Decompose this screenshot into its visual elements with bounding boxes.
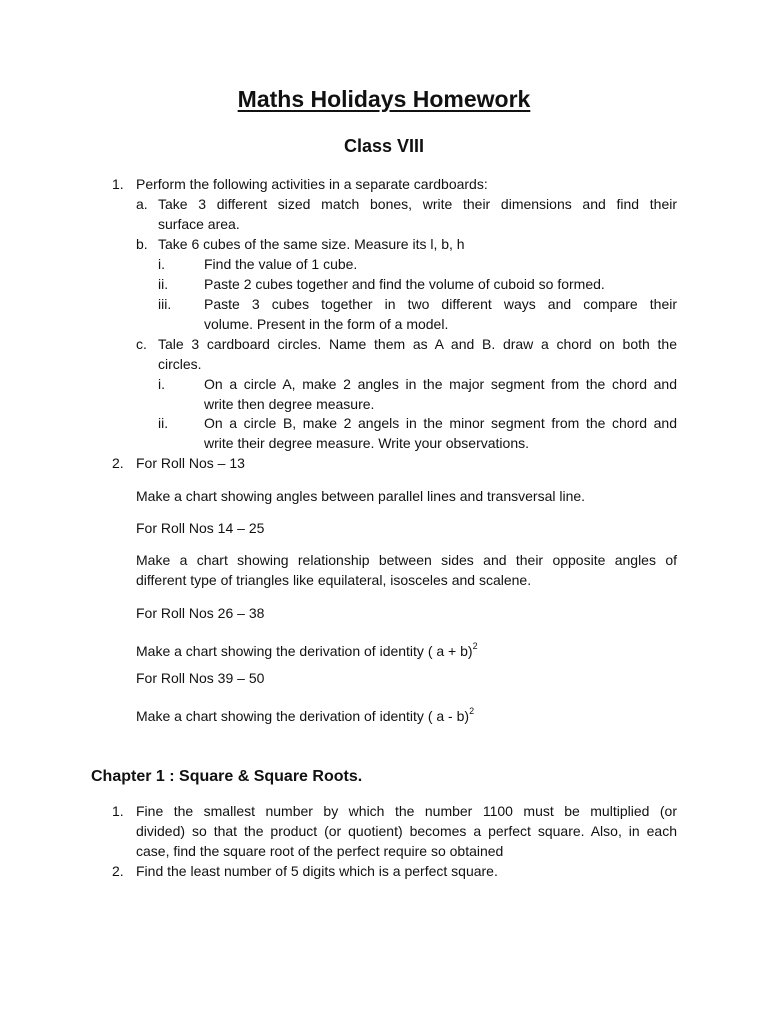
q2-task-2-line1: Make a chart showing relationship between sides and their opposite angles of (136, 552, 677, 568)
q1c-i-line2: write then degree measure. (204, 396, 375, 412)
ch1-q1-line1: Fine the smallest number by which the number 1100 must be multiplied (or (136, 803, 677, 819)
ch1-q1-marker: 1. (112, 803, 124, 819)
q1c-marker: c. (136, 336, 147, 352)
q2-task-4 (136, 701, 677, 726)
q1c-ii-marker: ii. (158, 415, 169, 431)
ch1-q1-line3: case, find the square root of the perfect require so obtained (136, 843, 504, 859)
q2-task-3-exponent: 2 (472, 641, 478, 651)
q1c-i-line1: On a circle A, make 2 angles in the major segment from the chord and (204, 376, 677, 392)
q1a-line2: surface area. (158, 216, 240, 232)
q1b-ii-marker: ii. (158, 276, 169, 292)
q1-marker: 1. (112, 176, 124, 192)
q1b-text: Take 6 cubes of the same size. Measure its l, b, h (158, 236, 465, 252)
ch1-q1-line2: divided) so that the product (or quotient) becomes a perfect square. Also, in each (136, 823, 677, 839)
q1b-iii-line2: volume. Present in the form of a model. (204, 316, 449, 332)
q2-roll-1: For Roll Nos – 13 (136, 455, 245, 471)
ch1-q2-marker: 2. (112, 863, 124, 879)
q1b-ii-text: Paste 2 cubes together and find the volume of cuboid so formed. (204, 276, 605, 292)
q2-marker: 2. (112, 455, 124, 471)
q2-roll-3: For Roll Nos 26 – 38 (136, 605, 265, 621)
q2-roll-2: For Roll Nos 14 – 25 (136, 520, 265, 536)
q1b-iii-line1: Paste 3 cubes together in two different ways and compare their (204, 296, 677, 312)
q1b-i-marker: i. (158, 256, 165, 272)
q2-task-1: Make a chart showing angles between parallel lines and transversal line. (136, 488, 586, 504)
q1b-marker: b. (136, 236, 148, 252)
chapter-1-heading: Chapter 1 : Square & Square Roots. (91, 768, 363, 785)
q2-task-3-text: Make a chart showing the derivation of identity ( a + b) (136, 643, 473, 659)
ch1-q2-text: Find the least number of 5 digits which is a perfect square. (136, 863, 498, 879)
q1a-marker: a. (136, 196, 148, 212)
q2-task-4-exponent: 2 (469, 706, 475, 716)
q1c-line1: Tale 3 cardboard circles. Name them as A and B. draw a chord on both the (158, 336, 677, 352)
q1c-ii-line1: On a circle B, make 2 angels in the minor segment from the chord and (204, 415, 677, 431)
q1b-iii-marker: iii. (158, 296, 172, 312)
q1a-line1: Take 3 different sized match bones, write their dimensions and find their (158, 196, 677, 212)
page-subtitle: Class VIII (343, 136, 425, 156)
q1c-i-marker: i. (158, 376, 165, 392)
q2-task-4-text: Make a chart showing the derivation of identity ( a - b) (136, 708, 470, 724)
page-title: Maths Holidays Homework (237, 86, 531, 112)
q2-task-2-line2: different type of triangles like equilateral, isosceles and scalene. (136, 572, 532, 588)
q1c-ii-line2: write their degree measure. Write your observations. (204, 435, 529, 451)
q2-task-3 (136, 636, 677, 661)
q1-text: Perform the following activities in a separate cardboards: (136, 176, 488, 192)
q2-roll-4: For Roll Nos 39 – 50 (136, 670, 265, 686)
q1b-i-text: Find the value of 1 cube. (204, 256, 358, 272)
q1c-line2: circles. (158, 356, 202, 372)
